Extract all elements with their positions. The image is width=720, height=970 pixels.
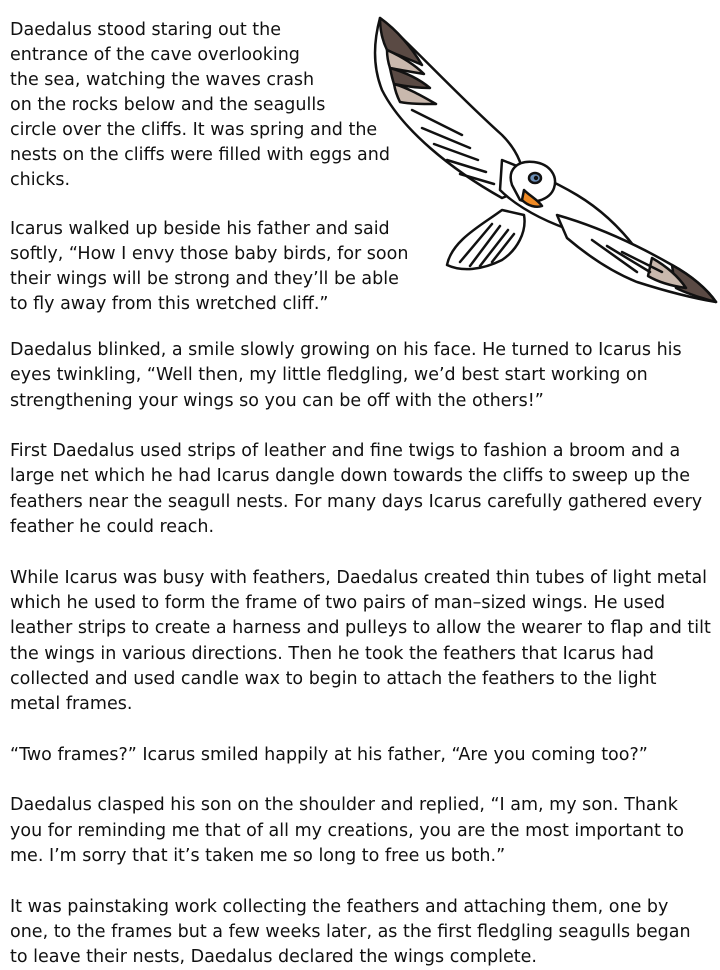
paragraph: Daedalus clasped his son on the shoulder and replied, “I am, my son. Thank you for reminding me that of all my creations, you are the most important to me. I’m sorry that it’s taken me so long to free us both.”	[10, 795, 684, 866]
seagull-icon	[352, 10, 720, 310]
paragraph: Daedalus blinked, a smile slowly growing on his face. He turned to Icarus his eyes twinkling, “Well then, my little fledgling, we’d best start working on strengthening your wings so you can be off with the others!”	[10, 340, 682, 411]
intro-line: chicks.	[10, 170, 71, 190]
intro-line: entrance of the cave overlooking	[10, 45, 300, 65]
icarus-line: their wings will be strong and they’ll be able	[10, 269, 399, 289]
intro-line: on the rocks below and the seagulls	[10, 95, 326, 115]
paragraph: While Icarus was busy with feathers, Daedalus created thin tubes of light metal which he used to form the frame of two pairs of man–sized wings. He used leather strips to create a harness and pulleys to allow the wearer to flap and tilt the wings in various directions. Then he took the feathers that Icarus had collected and used candle wax to begin to attach the feathers to the light metal frames.	[10, 567, 711, 715]
icarus-line: to fly away from this wretched cliff.”	[10, 294, 329, 314]
intro-line: Daedalus stood staring out the	[10, 20, 281, 40]
intro-line: circle over the cliffs. It was spring and the	[10, 120, 378, 140]
intro-line: the sea, watching the waves crash	[10, 70, 315, 90]
intro-line: nests on the cliffs were filled with eggs and	[10, 145, 390, 165]
paragraph: “Two frames?” Icarus smiled happily at his father, “Are you coming too?”	[10, 744, 648, 765]
icarus-line: softly, “How I envy those baby birds, for soon	[10, 244, 409, 264]
icarus-line: Icarus walked up beside his father and said	[10, 219, 390, 239]
paragraph: It was painstaking work collecting the feathers and attaching them, one by one, to the frames but a few weeks later, as the first fledgling seagulls began to leave their nests, Daedalus declared the wings complete.	[10, 896, 691, 968]
story-body	[10, 338, 712, 970]
paragraph: First Daedalus used strips of leather and fine twigs to fashion a broom and a large net which he had Icarus dangle down towards the cliffs to sweep up the feathers near the seagull nests. For many days Icarus carefully gathered every feather he could reach.	[10, 441, 703, 538]
